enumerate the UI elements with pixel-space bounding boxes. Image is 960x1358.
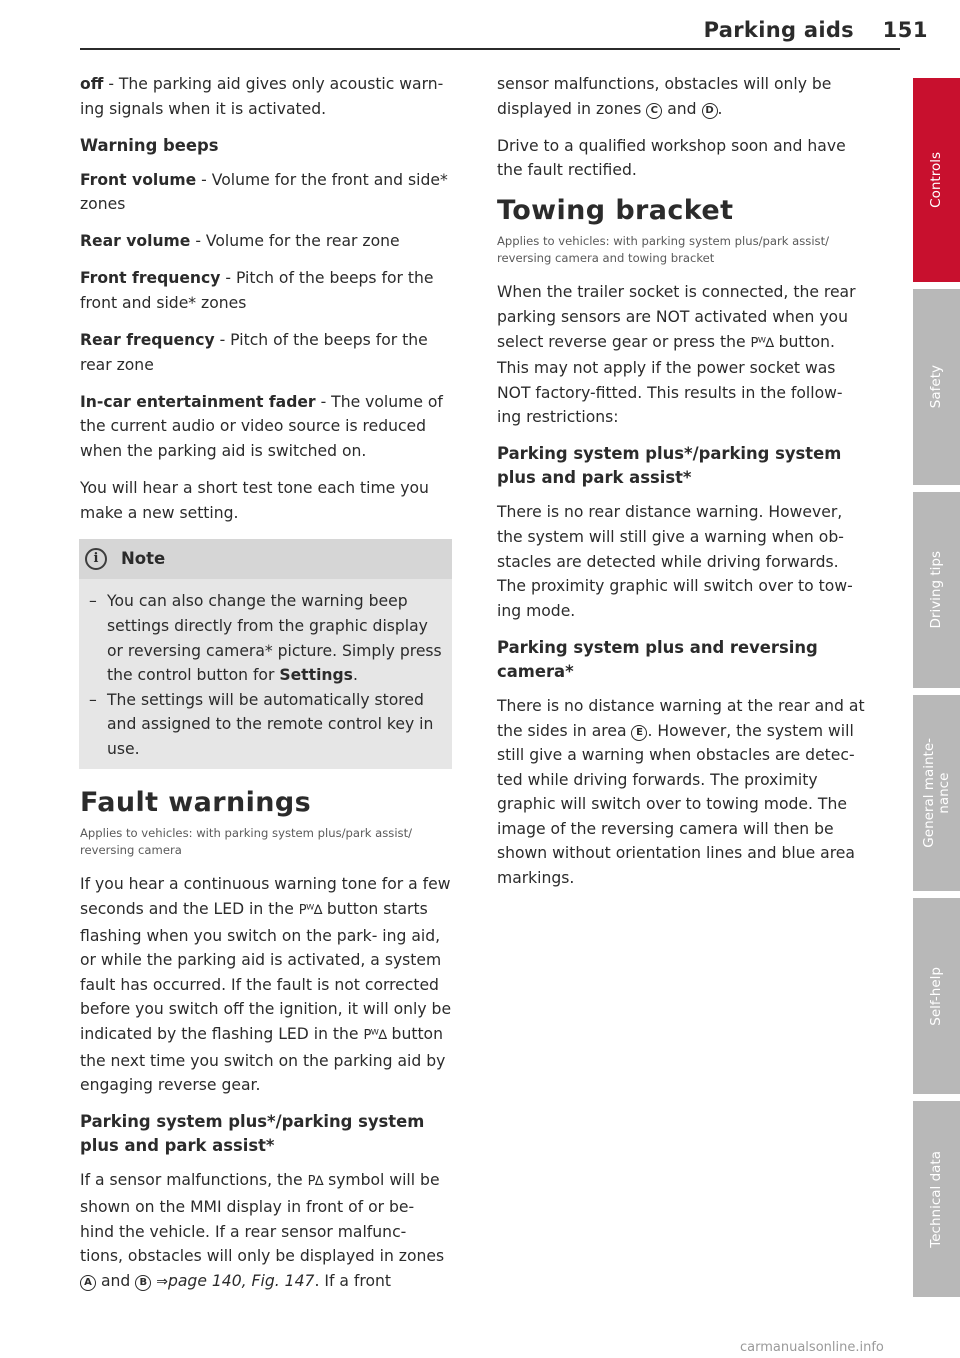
header-rule: [80, 48, 900, 50]
left-column: [80, 72, 452, 1307]
setting-term: Rear frequency: [80, 331, 215, 350]
text: .: [717, 99, 723, 118]
note-item-bold: Settings: [279, 666, 353, 685]
note-item-text: The settings will be automatically stored and assigned to the remote control key in use.: [107, 690, 434, 758]
zone-b-marker: B: [135, 1275, 151, 1291]
arrow-right-icon: ⇒: [156, 1273, 168, 1290]
setting-term: Front volume: [80, 170, 197, 189]
tab-label: General mainte- nance: [920, 738, 952, 848]
tab-label: Safety: [928, 365, 944, 409]
text: . However, the system will still give a warning when obstacles are detec- ted while driving forwards. The proximity graphic will switch over to towing mode. The image of the reversing camera will then be shown without orientation lines and blue area markings.: [497, 721, 855, 888]
text: and: [96, 1271, 136, 1290]
zone-e-marker: E: [631, 725, 647, 741]
subheading-towing-camera: Parking system plus and reversing camera*: [497, 637, 818, 681]
pdc-button-icon: Pᵂ∆: [363, 1028, 387, 1044]
setting-text: - Volume for the front and side* zones: [80, 170, 448, 214]
note-item: [89, 589, 442, 687]
tab-label: Technical data: [928, 1150, 944, 1248]
subheading-parking-system-plus: Parking system plus*/parking system plus and park assist*: [80, 1112, 425, 1156]
info-icon: i: [85, 548, 107, 570]
setting-term: Front frequency: [80, 269, 221, 288]
off-term: off: [80, 75, 104, 93]
text: If you hear a continuous warning tone for a few seconds and the LED in the: [80, 875, 451, 919]
setting-term: Rear volume: [80, 232, 191, 251]
note-item: [89, 688, 442, 762]
fault-warnings-heading: Fault warnings: [80, 787, 312, 819]
pdc-button-icon: Pᵂ∆: [750, 335, 774, 351]
tab-controls[interactable]: [913, 78, 960, 282]
dash-icon: –: [89, 592, 97, 611]
text: symbol will be shown on the MMI display in front of or be- hind the vehicle. If a rear sensor malfunc- tions, obstacles will only be displayed in zones: [80, 1171, 445, 1266]
towing-bracket-heading: Towing bracket: [497, 195, 734, 227]
dash-icon: –: [89, 690, 97, 709]
towing-applies: Applies to vehicles: with parking system plus/park assist/ reversing camera and towing bracket: [497, 234, 830, 265]
fault-paragraph-1: [80, 872, 452, 1097]
zone-a-marker: A: [80, 1275, 96, 1291]
text: button the next time you switch on the parking aid by engaging reverse gear.: [80, 1025, 446, 1095]
note-header: [79, 539, 452, 579]
off-paragraph: [80, 72, 452, 121]
sensor-fault-symbol-icon: P∆: [307, 1174, 324, 1190]
page-number: 151: [882, 18, 928, 42]
off-text: - The parking aid gives only acoustic warn- ing signals when it is activated.: [80, 75, 444, 118]
setting-fader: [80, 390, 452, 464]
note-item-text: You can also change the warning beep settings directly from the graphic display or reversing camera* picture. Simply press the control button for: [107, 592, 442, 685]
test-tone-paragraph: You will hear a short test tone each time you make a new setting.: [80, 479, 429, 522]
text: If a sensor malfunctions, the: [80, 1171, 308, 1190]
text: There is no distance warning at the rear and at the sides in area: [497, 696, 865, 740]
tab-safety[interactable]: [913, 289, 960, 485]
setting-rear-volume: [80, 229, 452, 254]
pdc-button-icon: Pᵂ∆: [298, 903, 322, 919]
note-item-end: .: [352, 666, 358, 685]
towing-paragraph: [497, 280, 871, 430]
text: and: [662, 99, 702, 118]
text: . If a front: [314, 1271, 392, 1290]
right-column: [497, 72, 871, 903]
setting-text: - Pitch of the beeps for the rear zone: [80, 331, 428, 374]
workshop-paragraph: Drive to a qualified workshop soon and have the fault rectified.: [497, 136, 846, 180]
text: sensor malfunctions, obstacles will only be displayed in zones: [497, 75, 832, 118]
text: button. This may not apply if the power socket was NOT factory-fitted. This results in the follow- ing restrictions:: [497, 332, 843, 427]
note-title: Note: [121, 549, 166, 569]
tab-self-help[interactable]: [913, 898, 960, 1094]
towing-plus-paragraph: There is no rear distance warning. However, the system will still give a warning when ob- stacles are detected while driving forwards. The proximity graphic will switch over to tow- ing mode.: [497, 503, 853, 620]
fault-applies: Applies to vehicles: with parking system plus/park assist/ reversing camera: [80, 826, 413, 857]
footer-watermark: carmanualsonline.info: [740, 1340, 884, 1355]
text: button starts flashing when you switch on the park- ing aid, or while the parking aid is activated, a system fault has occurred. If the fault is not corrected before you switch off the ignition, it will only be indicated by the flashing LED in the: [80, 900, 452, 1044]
towing-camera-paragraph: [497, 694, 871, 891]
setting-term: In-car entertainment fader: [80, 392, 316, 411]
setting-front-frequency: [80, 266, 452, 315]
text: When the trailer socket is connected, the rear parking sensors are NOT activated when you select reverse gear or press the: [497, 283, 856, 351]
setting-text: - Volume for the rear zone: [190, 232, 400, 251]
page-reference-link[interactable]: page 140, Fig. 147: [167, 1271, 315, 1290]
tab-label: Controls: [928, 152, 944, 208]
fault-paragraph-2: [80, 1168, 452, 1294]
subheading-towing-plus: Parking system plus*/parking system plus and park assist*: [497, 444, 842, 488]
tab-label: Driving tips: [928, 551, 944, 629]
section-title: Parking aids: [703, 18, 854, 42]
continued-paragraph: [497, 72, 871, 121]
setting-rear-frequency: [80, 328, 452, 377]
setting-text: - Pitch of the beeps for the front and side* zones: [80, 269, 434, 313]
tab-driving-tips[interactable]: [913, 492, 960, 688]
setting-text: - The volume of the current audio or video source is reduced when the parking aid is switched on.: [80, 392, 443, 461]
zone-c-marker: C: [646, 103, 662, 119]
tab-general-maintenance[interactable]: [913, 695, 960, 891]
note-box: [79, 539, 452, 769]
tab-label: Self-help: [928, 966, 944, 1026]
note-list: [79, 579, 452, 761]
tab-technical-data[interactable]: [913, 1101, 960, 1297]
setting-front-volume: [80, 168, 452, 217]
zone-d-marker: D: [702, 103, 718, 119]
warning-beeps-heading: Warning beeps: [80, 135, 219, 155]
